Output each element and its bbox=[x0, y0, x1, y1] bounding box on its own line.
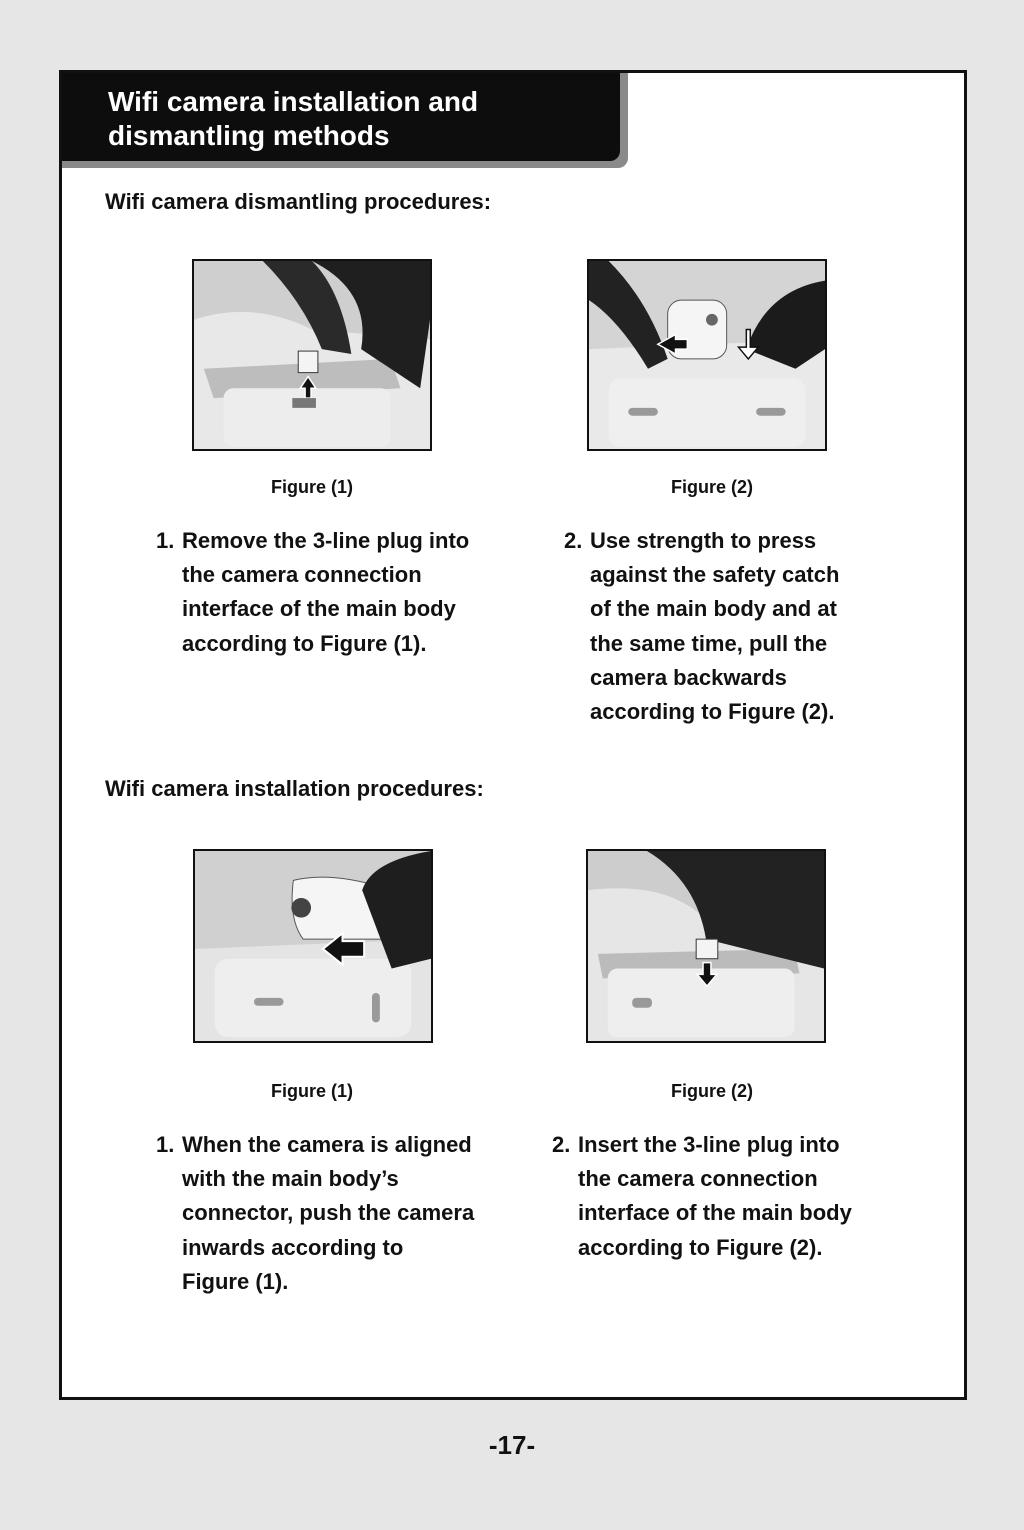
step-text: Remove the 3-line plug into the camera connection interface of the main body according to Figure (1). bbox=[182, 528, 470, 656]
dismantling-step-2 bbox=[564, 524, 944, 729]
step-number: 1. bbox=[156, 528, 175, 553]
page-title: Wifi camera installation and dismantling methods bbox=[108, 86, 479, 151]
step-number: 1. bbox=[156, 1132, 175, 1157]
dismantling-step-1 bbox=[156, 524, 536, 661]
installation-figure-2-photo bbox=[586, 849, 826, 1043]
step-text: Use strength to press against the safety catch of the main body and at the same time, pull the camera backwards according to Figure (2). bbox=[590, 528, 840, 725]
installation-figure-2-caption: Figure (2) bbox=[670, 1081, 753, 1101]
dismantling-figure-2-caption: Figure (2) bbox=[670, 477, 753, 497]
step-text: Insert the 3-line plug into the camera connection interface of the main body according to Figure (2). bbox=[578, 1132, 852, 1260]
installation-step-1 bbox=[156, 1128, 536, 1299]
page-number: -17- bbox=[488, 1430, 536, 1460]
dismantling-figure-1-caption: Figure (1) bbox=[270, 477, 353, 497]
dismantling-figure-2-photo bbox=[587, 259, 827, 451]
dismantling-figure-1-photo bbox=[192, 259, 432, 451]
step-number: 2. bbox=[564, 528, 583, 553]
installation-figure-1-photo bbox=[193, 849, 433, 1043]
installation-figure-1-caption: Figure (1) bbox=[270, 1081, 353, 1101]
installation-step-2 bbox=[552, 1128, 942, 1265]
step-number: 2. bbox=[552, 1132, 571, 1157]
step-text: When the camera is aligned with the main body’s connector, push the camera inwards according to Figure (1). bbox=[182, 1132, 475, 1294]
title-banner bbox=[62, 73, 620, 161]
dismantling-heading: Wifi camera dismantling procedures: bbox=[105, 189, 492, 214]
page-frame bbox=[59, 70, 967, 1400]
installation-heading: Wifi camera installation procedures: bbox=[105, 776, 484, 801]
